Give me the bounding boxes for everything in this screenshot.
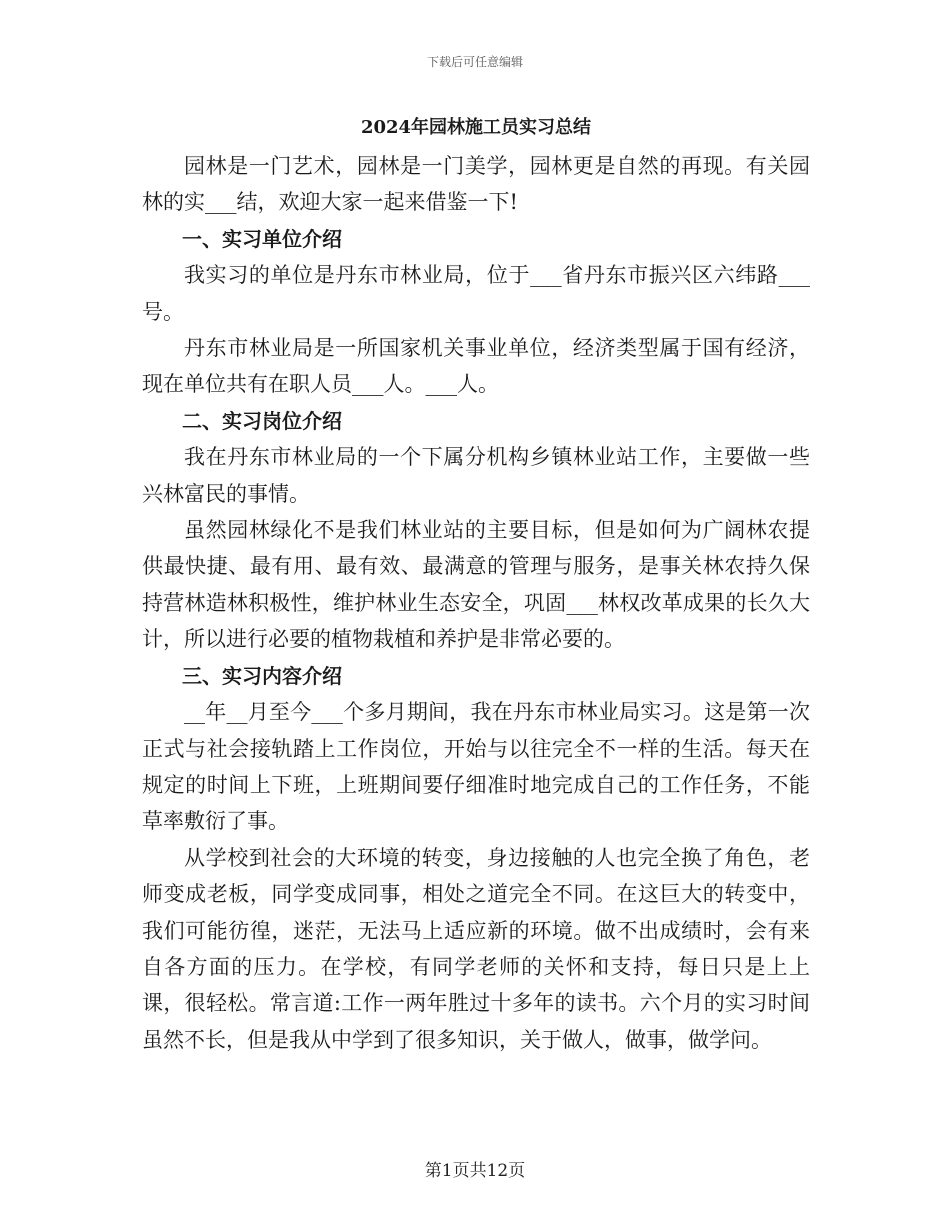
- paragraph-position-goal: 虽然园林绿化不是我们林业站的主要目标，但是如何为广阔林农提供最快捷、最有用、最有效、最满意的管理与服务，是事关林农持久保持营林造林积极性，维护林业生态安全，巩固___林权改革成果的长久大计，所以进行必要的植物栽植和养护是非常必要的。: [142, 518, 810, 652]
- section-heading-unit: 一、实习单位介绍: [182, 226, 342, 251]
- paragraph-unit-description: 丹东市林业局是一所国家机关事业单位，经济类型属于国有经济，现在单位共有在职人员___人。___人。: [142, 336, 810, 397]
- paragraph-position-work: 我在丹东市林业局的一个下属分机构乡镇林业站工作，主要做一些兴林富民的事情。: [142, 445, 810, 506]
- document-body: [142, 112, 810, 1058]
- intro-paragraph: 园林是一门艺术，园林是一门美学，园林更是自然的再现。有关园林的实___结，欢迎大家一起来借鉴一下!: [142, 154, 810, 215]
- page-footer: 第1页共12页: [424, 1161, 526, 1181]
- paragraph-content-period: __年__月至今___个多月期间，我在丹东市林业局实习。这是第一次正式与社会接轨踏上工作岗位，开始与以往完全不一样的生活。每天在规定的时间上下班，上班期间要仔细准时地完成自己的工作任务，不能草率敷衍了事。: [142, 700, 810, 834]
- section-heading-position: 二、实习岗位介绍: [182, 408, 342, 433]
- paragraph-content-transition: 从学校到社会的大环境的转变，身边接触的人也完全换了角色，老师变成老板，同学变成同事，相处之道完全不同。在这巨大的转变中，我们可能彷徨，迷茫，无法马上适应新的环境。做不出成绩时，会有来自各方面的压力。在学校，有同学老师的关怀和支持，每日只是上上课，很轻松。常言道:工作一两年胜过十多年的读书。六个月的实习时间虽然不长，但是我从中学到了很多知识，关于做人，做事，做学问。: [142, 845, 810, 1052]
- page-header: 下载后可任意编辑: [426, 55, 523, 69]
- document-title: 2024年园林施工员实习总结: [360, 117, 592, 138]
- paragraph-unit-location: 我实习的单位是丹东市林业局，位于___省丹东市振兴区六纬路___号。: [142, 263, 810, 324]
- section-heading-content: 三、实习内容介绍: [182, 663, 342, 688]
